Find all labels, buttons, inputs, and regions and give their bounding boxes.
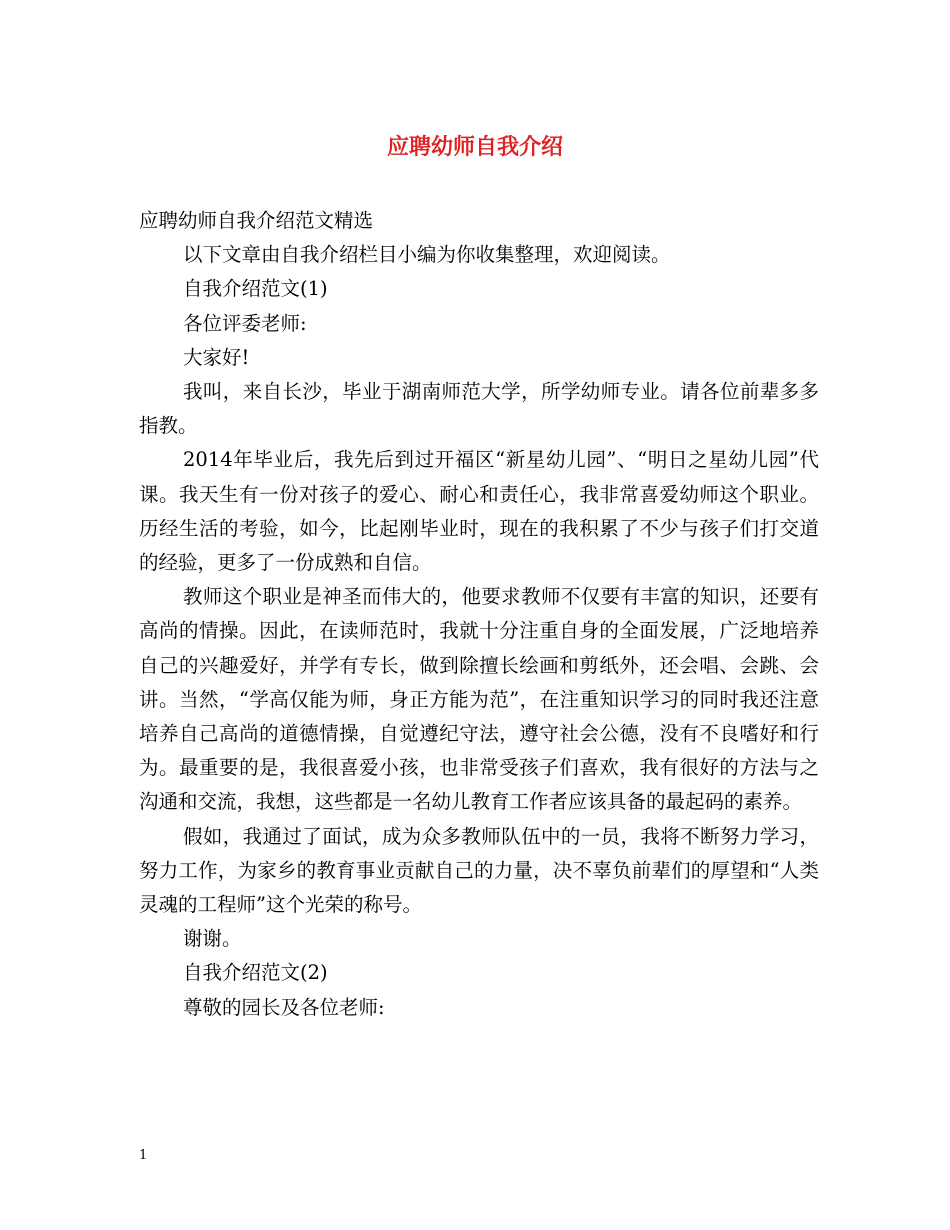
body-paragraph-4: 假如，我通过了面试，成为众多教师队伍中的一员，我将不断努力学习，努力工作，为家乡的教育事业贡献自己的力量，决不辜负前辈们的厚望和“人类灵魂的工程师”这个光荣的称号。 [139, 824, 819, 917]
thanks-paragraph: 谢谢。 [183, 927, 242, 951]
subtitle-paragraph: 应聘幼师自我介绍范文精选 [139, 209, 374, 232]
body-paragraph-2: 2014年毕业后，我先后到过开福区“新星幼儿园”、“明日之星幼儿园”代课。我天生有一份对孩子的爱心、耐心和责任心，我非常喜爱幼师这个职业。历经生活的考验，如今，比起刚毕业时，现在的我积累了不少与孩子们打交道的经验，更多了一份成熟和自信。 [139, 448, 819, 575]
document-body [139, 204, 819, 1025]
document-title: 应聘幼师自我介绍 [386, 134, 563, 160]
salutation-paragraph: 各位评委老师: [183, 311, 307, 335]
greeting-paragraph: 大家好! [183, 345, 250, 369]
salutation-paragraph-2: 尊敬的园长及各位老师: [183, 995, 385, 1019]
body-paragraph-1: 我叫，来自长沙，毕业于湖南师范大学，所学幼师专业。请各位前辈多多指教。 [139, 380, 819, 438]
body-paragraph-3: 教师这个职业是神圣而伟大的，他要求教师不仅要有丰富的知识，还要有高尚的情操。因此，在读师范时，我就十分注重自身的全面发展，广泛地培养自己的兴趣爱好，并学有专长，做到除擅长绘画和剪纸外，还会唱、会跳、会讲。当然，“学高仅能为师，身正方能为范”，在注重知识学习的同时我还注意培养自己高尚的道德情操，自觉遵纪守法，遵守社会公德，没有不良嗜好和行为。最重要的是，我很喜爱小孩，也非常受孩子们喜欢，我有很好的方法与之沟通和交流，我想，这些都是一名幼儿教育工作者应该具备的最起码的素养。 [139, 585, 819, 814]
page-number: 1 [139, 1148, 148, 1163]
section-heading-1: 自我介绍范文(1) [183, 277, 328, 301]
intro-paragraph: 以下文章由自我介绍栏目小编为你收集整理，欢迎阅读。 [183, 243, 671, 267]
section-heading-2: 自我介绍范文(2) [183, 961, 328, 985]
